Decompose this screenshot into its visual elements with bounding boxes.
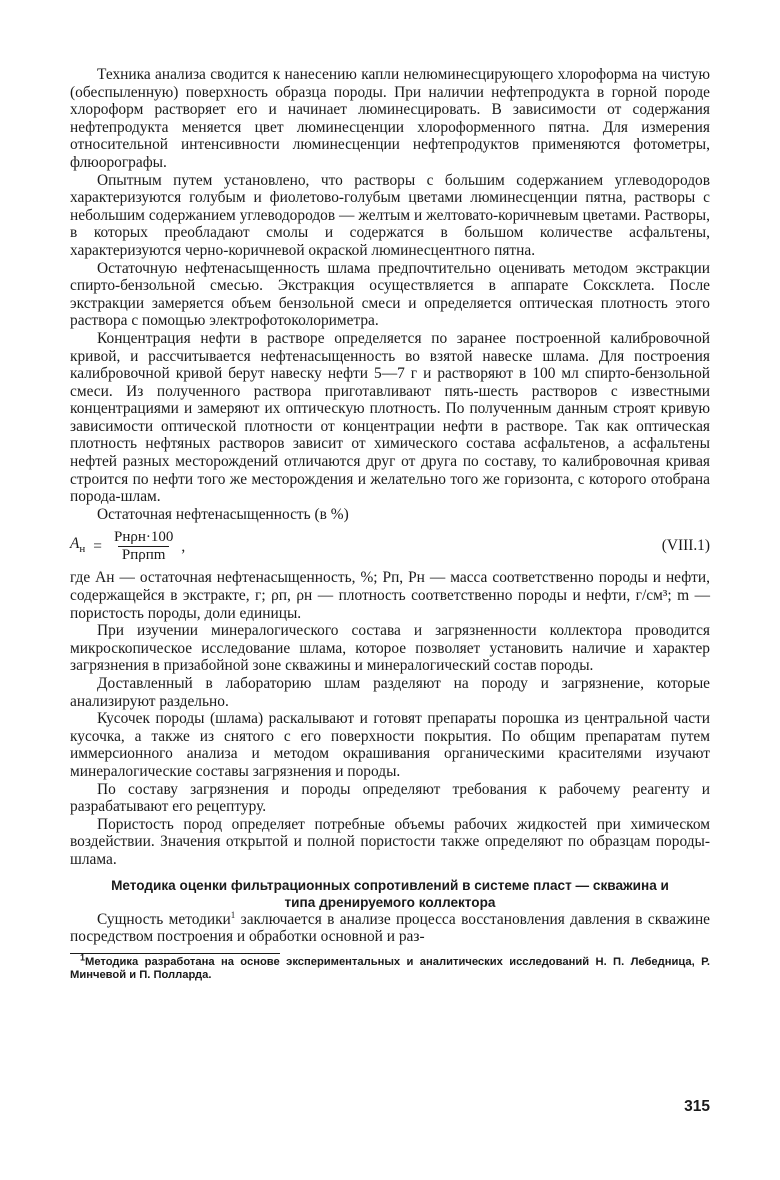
page-number: 315 — [684, 1098, 710, 1115]
footnote-divider — [70, 953, 280, 954]
formula-expression — [70, 529, 185, 564]
section-heading: Методика оценки фильтрационных сопротивлений в системе пласт — скважина и типа дренируемого коллектора — [111, 877, 669, 910]
paragraph-solution-colors: Опытным путем установлено, что растворы с большим содержанием углеводородов характеризуются голубым и фиолетово-голубым цветами люминесценции пятна, растворы с небольшим содержанием углеводородов — желтым и желтовато-коричневым цветами. Растворы, в которых преобладают смолы и содержатся в большом количестве асфальтены, характеризуются черно-коричневой окраской люминесцентного пятна. — [70, 171, 710, 259]
paragraph-sludge-separation: Доставленный в лабораторию шлам разделяют на породу и загрязнение, которые анализируют раздельно. — [70, 675, 710, 710]
paragraph-microscopic-study: При изучении минералогического состава и загрязненности коллектора проводится микроскопическое исследование шлама, которое позволяет установить наличие и характер загрязнения в призабойной зоне скважины и минералогический состав породы. — [70, 622, 710, 675]
paragraph-luminescence-technique: Техника анализа сводится к нанесению капли нелюминесцирующего хлороформа на чистую (обеспыленную) поверхность образца породы. При наличии нефтепродукта в горной породе хлороформ растворяет его и начинает люминесцировать. В зависимости от содержания нефтепродукта меняется цвет люминесценции хлороформенного пятна. Для измерения относительной интенсивности люминесценции нефтепродуктов применяются фотометры, флюорографы. — [70, 66, 710, 171]
formula-denominator: Pпρпm — [118, 546, 170, 564]
formula-lhs: $A_н$ — [70, 535, 86, 556]
formula-fraction — [110, 529, 177, 564]
paragraph-formula-legend: где Aн — остаточная нефтенасыщенность, %; Pп, Pн — масса соответственно породы и нефти, содержащейся в экстракте, г; ρп, ρн — плотность соответственно породы и нефти, г/см³; m — пористость породы, доли единицы. — [70, 569, 710, 622]
formula-numerator: Pнρн·100 — [113, 529, 174, 546]
formula-number: (VIII.1) — [661, 537, 710, 555]
paragraph-sample-preparation: Кусочек породы (шлама) раскалывают и готовят препараты порошка из центральной части кусочка, а также из снятого с его поверхности покрытия. По общим препаратам путем иммерсионного анализа и методом окрашивания органическими красителями изучают минералогические составы загрязнения и породы. — [70, 710, 710, 780]
formula-viii-1 — [70, 523, 710, 569]
formula-equals: = — [93, 538, 102, 556]
paragraph-extraction-method: Остаточную нефтенасыщенность шлама предпочтительно оценивать методом экстракции спирто-бензольной смесью. Экстракция осуществляется в аппарате Соксклета. После экстракции замеряется объем бензольной смеси и определяется оптическая плотность этого раствора с помощью электрофотоколориметра. — [70, 259, 710, 330]
formula-comma: , — [181, 538, 186, 556]
paragraph-porosity: Пористость пород определяет потребные объемы рабочих жидкостей при химическом воздействии. Значения открытой и полной пористости также определяют по образцам породы-шлама. — [70, 815, 710, 868]
paragraph-residual-saturation-intro: Остаточная нефтенасыщенность (в %) — [97, 505, 349, 523]
paragraph-calibration-curve: Концентрация нефти в растворе определяется по заранее построенной калибровочной кривой, и рассчитывается нефтенасыщенность во взятой навеске шлама. Для построения калибровочной кривой берут навеску нефти 5—7 г и растворяют в 100 мл спирто-бензольной смеси. Из полученного раствора приготавливают пять-шесть растворов с известными концентрациями и замеряют их оптическую плотность. По полученным данным строят кривую зависимости оптической плотности от концентрации нефти в растворе. Так как оптическая плотность нефтяных растворов зависит от химического состава асфальтенов, а асфальтены нефтей разных месторождений отличаются друг от друга по составу, то калибровочная кривая строится по нефти того же месторождения и желательно того же горизонта, с которого отобрана порода-шлам. — [70, 329, 710, 506]
paragraph-reagent-requirements: По составу загрязнения и породы определяют требования к рабочему реагенту и разрабатывают его рецептуру. — [70, 780, 710, 816]
footnote: $^1$Методика разработана на основе экспериментальных и аналитических исследований Н. П. Лебедница, Р. Минчевой и П. Полларда. — [70, 951, 710, 982]
paragraph-method-essence: Сущность методики$^1$ заключается в анализе процесса восстановления давления в скважине посредством построения и обработки основной и раз- — [70, 909, 711, 946]
page-text — [70, 66, 710, 983]
